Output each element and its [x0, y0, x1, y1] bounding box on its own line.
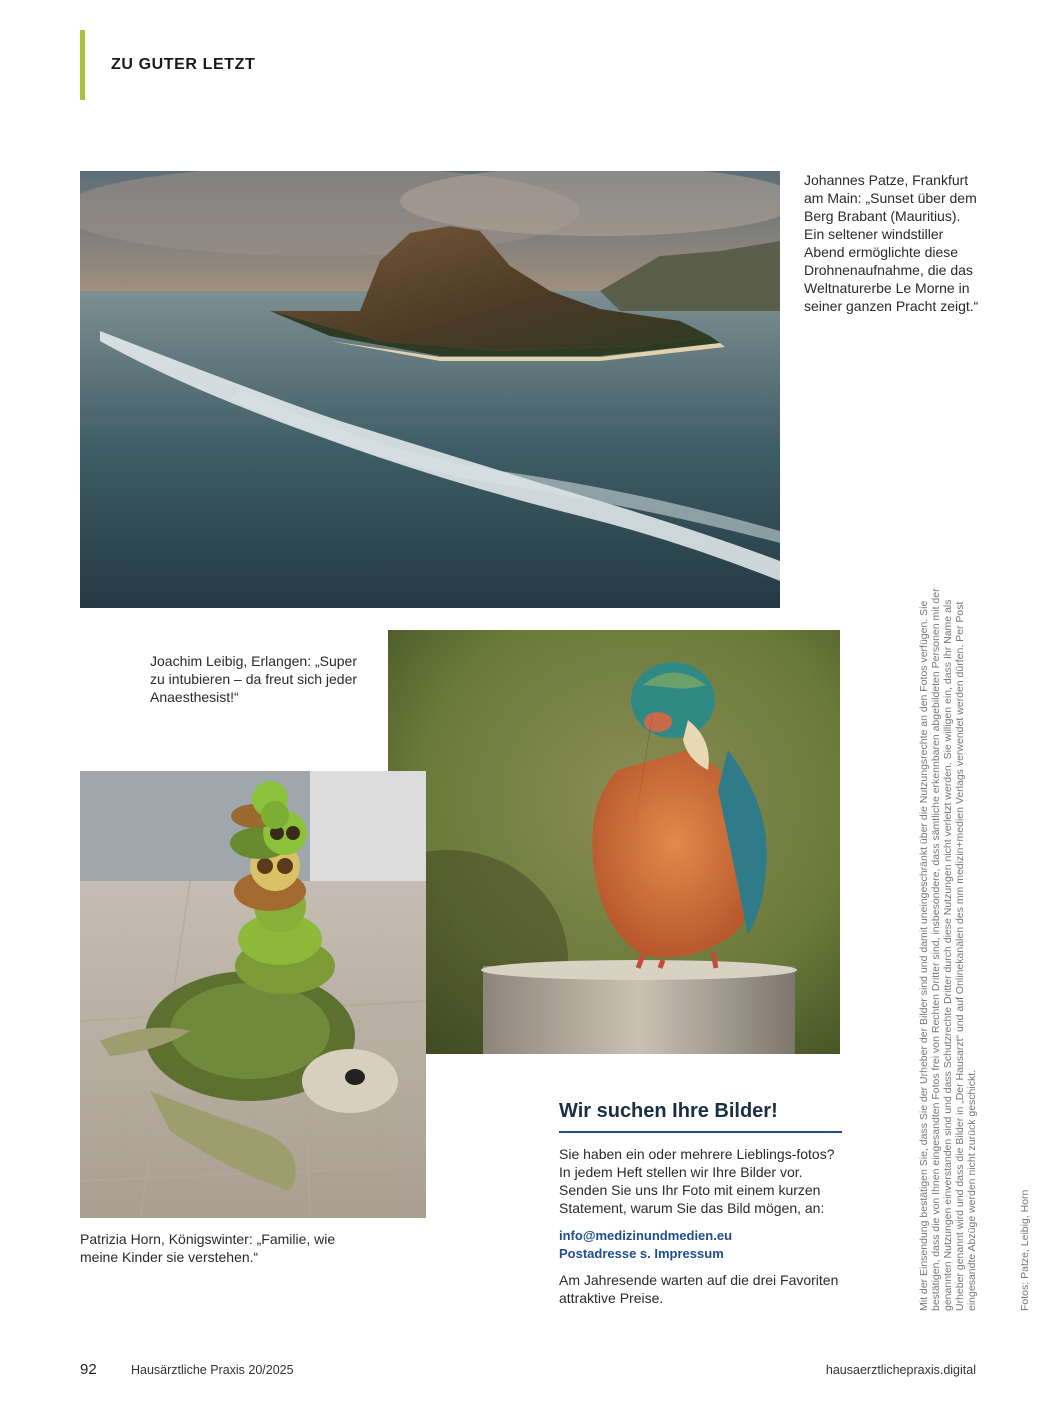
- photo-plush-turtles: [80, 771, 426, 1218]
- photo-submission-callout: [559, 1100, 842, 1307]
- photo-mauritius-sunset: [80, 171, 780, 608]
- page-number: 92: [80, 1361, 97, 1378]
- legal-notice: Mit der Einsendung bestätigen Sie, dass Sie der Urheber der Bilder sind und damit uneingeschränkt über die Nutzungsrechte an den Fotos verfügen. Sie bestätigen, dass die von Ihnen eingesandten Fotos frei von Rechten Dritter sind, insbesondere, dass sämtliche erkennbaren abgebildeten Personen mit der genannten Nutzungen einverstanden sind und dass Schutzrechte Dritter durch diese Nutzungen nicht verletzt werden. Sie willigen ein, dass Ihr Name als Urheber genannt wird und dass die Bilder in „Der Hausarzt“ und auf Onlinekanälen des mm medizin+medien Verlags verwendet werden dürfen. Per Post eingesandte Abzüge werden nicht zurück geschickt.: [918, 588, 978, 1311]
- postal-address-note: Postadresse s. Impressum: [559, 1246, 724, 1261]
- section-accent-bar: [80, 30, 85, 100]
- caption-patze: Johannes Patze, Frankfurt am Main: „Sunset über dem Berg Brabant (Mauritius). Ein seltener windstiller Abend ermöglichte diese Drohnenaufnahme, die das Weltnaturerbe Le Morne in seiner ganzen Pracht zeigt.“: [804, 172, 979, 314]
- photo-kingfisher: [388, 630, 840, 1054]
- footer-url: hausaerztlichepraxis.digital: [825, 1363, 976, 1377]
- email-link[interactable]: info@medizinundmedien.eu: [559, 1228, 733, 1243]
- callout-outro: Am Jahresende warten auf die drei Favoriten attraktive Preise.: [559, 1272, 839, 1306]
- caption-horn: Patrizia Horn, Königswinter: „Familie, wie meine Kinder sie verstehen.“: [80, 1231, 336, 1265]
- section-title: ZU GUTER LETZT: [111, 56, 256, 73]
- callout-title: Wir suchen Ihre Bilder!: [559, 1100, 842, 1133]
- caption-leibig: Joachim Leibig, Erlangen: „Super zu intubieren – da freut sich jeder Anaesthesist!“: [150, 653, 358, 705]
- photo-credit: Fotos: Patze, Leibig, Horn: [1019, 1189, 1031, 1311]
- callout-body: Sie haben ein oder mehrere Lieblings-fotos? In jedem Heft stellen wir Ihre Bilder vor. Senden Sie uns Ihr Foto mit einem kurzen Statement, warum Sie das Bild mögen, an:: [559, 1146, 835, 1216]
- journal-issue: Hausärztliche Praxis 20/2025: [131, 1363, 294, 1377]
